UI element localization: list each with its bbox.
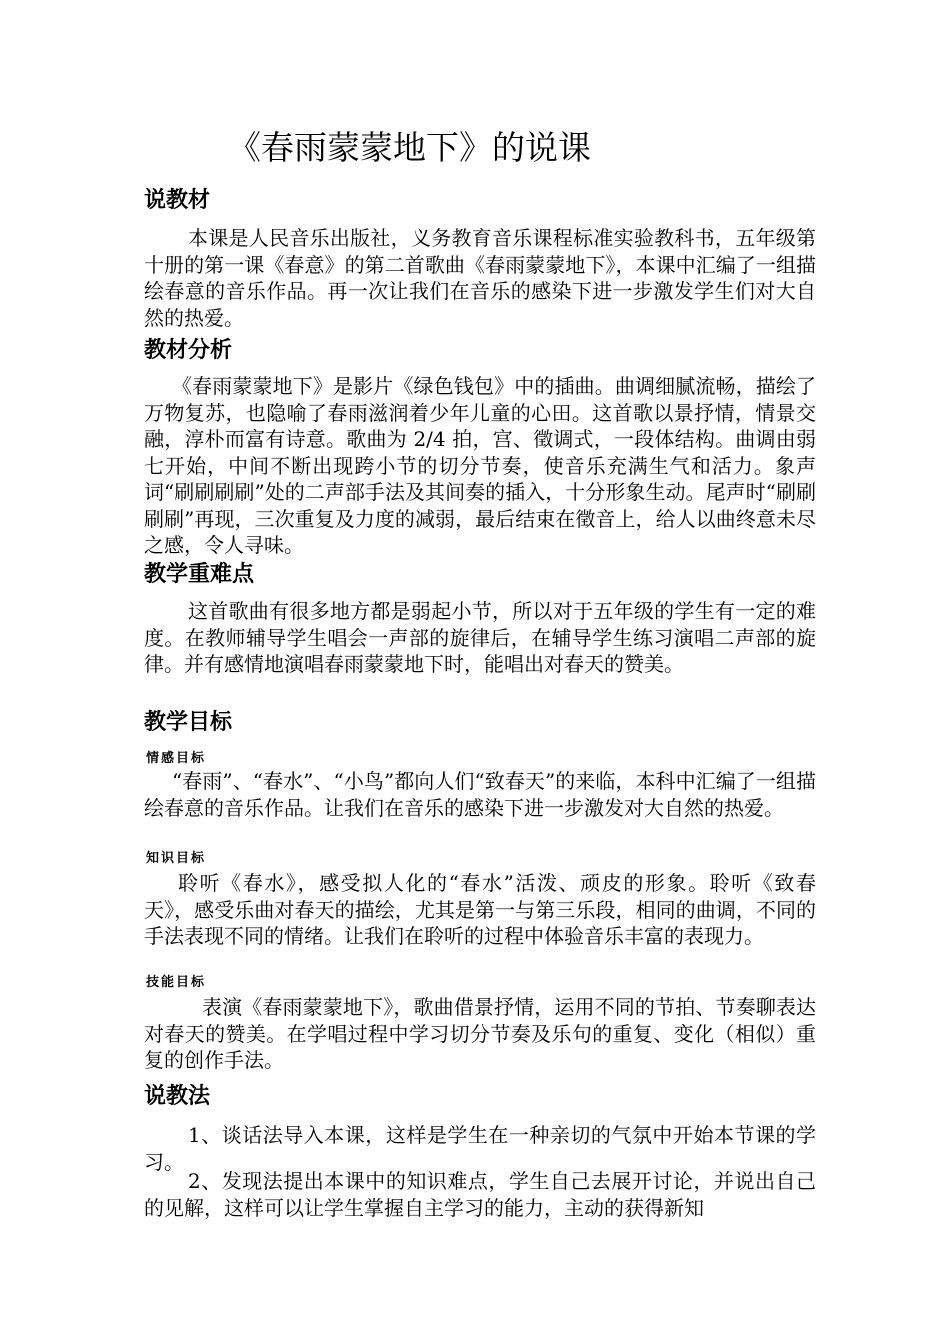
paragraph-objective-emotion: “春雨”、“春水”、“小鸟”都向人们“致春天”的来临，本科中汇编了一组描绘春意的音乐作品。让我们在音乐的感染下进一步激发对大自然的热爱。 [144, 769, 816, 820]
paragraph-material-analysis: 《春雨蒙蒙地下》是影片《绿色钱包》中的插曲。曲调细腻流畅，描绘了万物复苏，也隐喻了春雨滋润着少年儿童的心田。这首歌以景抒情，情景交融，淳朴而富有诗意。歌曲为 2/4 拍，宫、徵调式，一段体结构。曲调由弱七开始，中间不断出现跨小节的切分节奏，使音乐充满生气和活力。象声词“刷刷刷刷”处的二声部手法及其间奏的插入，十分形象生动。尾声时“刷刷刷刷”再现，三次重复及力度的减弱，最后结束在徵音上，给人以曲终意未尽之感，令人寻味。 [144, 374, 816, 557]
objective-label-skill: 技能目标 [146, 975, 207, 990]
section-heading-key-points: 教学重难点 [144, 561, 255, 587]
paragraph-teaching-material: 本课是人民音乐出版社，义务教育音乐课程标准实验教科书，五年级第十册的第一课《春意》的第二首歌曲《春雨蒙蒙地下》，本课中汇编了一组描绘春意的音乐作品。再一次让我们在音乐的感染下进一步激发学生们对大自然的热爱。 [144, 226, 816, 330]
section-heading-teaching-method: 说教法 [144, 1083, 211, 1109]
paragraph-teaching-method-1: 1、谈话法导入本课，这样是学生在一种亲切的气氛中开始本节课的学习。 [144, 1123, 816, 1174]
paragraph-objective-knowledge: 聆听《春水》，感受拟人化的“春水”活泼、顽皮的形象。聆听《致春天》，感受乐曲对春天的描绘，尤其是第一与第三乐段，相同的曲调，不同的手法表现不同的情绪。让我们在聆听的过程中体验音乐丰富的表现力。 [144, 871, 816, 948]
paragraph-key-points: 这首歌曲有很多地方都是弱起小节，所以对于五年级的学生有一定的难度。在教师辅导学生唱会一声部的旋律后，在辅导学生练习演唱二声部的旋律。并有感情地演唱春雨蒙蒙地下时，能唱出对春天的赞美。 [144, 599, 816, 676]
section-heading-teaching-material: 说教材 [144, 187, 211, 213]
section-heading-material-analysis: 教材分析 [144, 337, 233, 363]
objective-label-knowledge: 知识目标 [146, 851, 207, 866]
objective-label-emotion: 情感目标 [146, 751, 207, 766]
document-title: 《春雨蒙蒙地下》的说课 [228, 128, 591, 167]
paragraph-teaching-method-2: 2、发现法提出本课中的知识难点，学生自己去展开讨论，并说出自己的见解，这样可以让学生掌握自主学习的能力，主动的获得新知 [144, 1169, 816, 1220]
section-heading-objectives: 教学目标 [144, 709, 233, 735]
paragraph-objective-skill: 表演《春雨蒙蒙地下》，歌曲借景抒情，运用不同的节拍、节奏聊表达对春天的赞美。在学唱过程中学习切分节奏及乐句的重复、变化（相似）重复的创作手法。 [144, 995, 816, 1072]
